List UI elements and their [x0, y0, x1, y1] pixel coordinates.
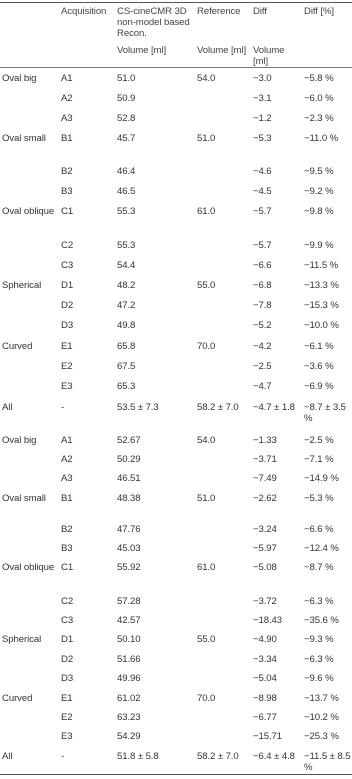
row-diff-percent: −9.2 %: [304, 186, 334, 197]
row-recon-volume: 54.29: [117, 731, 141, 742]
row-diff-volume: −5.2: [253, 320, 272, 331]
row-group-label: Oval small: [2, 133, 46, 144]
row-diff-volume: −1.33: [253, 435, 277, 446]
row-reference-volume: 58.2 ± 7.0: [197, 751, 239, 762]
row-diff-percent: −2.3 %: [304, 113, 334, 124]
row-group-label: Oval oblique: [2, 206, 55, 217]
header-reference: Reference: [197, 6, 241, 17]
row-recon-volume: 49.8: [117, 320, 136, 331]
row-diff-volume: −4.6: [253, 166, 272, 177]
row-recon-volume: 46.4: [117, 166, 136, 177]
row-recon-volume: 51.0: [117, 73, 136, 84]
row-recon-volume: 63.23: [117, 712, 141, 723]
row-diff-volume: −3.71: [253, 454, 277, 465]
row-diff-volume: −3.1: [253, 93, 272, 104]
row-recon-volume: 46.5: [117, 186, 136, 197]
row-acquisition: A2: [61, 454, 73, 465]
row-recon-volume: 55.3: [117, 240, 136, 251]
row-recon-volume: 42.57: [117, 615, 141, 626]
row-diff-percent: −13.3 %: [304, 280, 339, 291]
row-diff-percent: −6.3 %: [304, 596, 334, 607]
row-acquisition: B2: [61, 524, 73, 535]
header-unit-method: Volume [ml]: [117, 45, 167, 56]
row-reference-volume: 70.0: [197, 693, 216, 704]
row-acquisition: C2: [61, 596, 74, 607]
row-recon-volume: 50.9: [117, 93, 136, 104]
row-reference-volume: 51.0: [197, 493, 216, 504]
row-diff-volume: −7.8: [253, 300, 272, 311]
row-acquisition: C1: [61, 562, 74, 573]
row-diff-percent: −6.6 %: [304, 524, 334, 535]
row-acquisition: E1: [61, 341, 73, 352]
row-diff-volume: −5.3: [253, 133, 272, 144]
row-diff-percent: −10.0 %: [304, 320, 339, 331]
row-diff-volume: −4.5: [253, 186, 272, 197]
row-diff-percent: −13.7 %: [304, 693, 339, 704]
row-acquisition: D1: [61, 280, 74, 291]
row-diff-volume: −5.97: [253, 543, 277, 554]
header-diff: Diff: [253, 6, 267, 17]
row-reference-volume: 61.0: [197, 562, 216, 573]
row-diff-percent: −25.3 %: [304, 731, 339, 742]
row-acquisition: A1: [61, 73, 73, 84]
row-diff-percent: −14.9 %: [304, 473, 339, 484]
row-diff-volume: −7.49: [253, 473, 277, 484]
row-diff-volume: −6.4 ± 4.8: [253, 751, 295, 762]
row-diff-percent: −6.0 %: [304, 93, 334, 104]
row-reference-volume: 54.0: [197, 435, 216, 446]
row-diff-volume: −4.2: [253, 341, 272, 352]
row-diff-percent: −15.3 %: [304, 300, 339, 311]
row-diff-percent: −11.5 %: [304, 260, 339, 271]
row-diff-volume: −15.71: [253, 731, 283, 742]
row-diff-percent: −9.5 %: [304, 166, 334, 177]
row-diff-volume: −6.77: [253, 712, 277, 723]
row-group-label: Oval big: [2, 435, 37, 446]
row-diff-percent: −8.7 %: [304, 562, 334, 573]
header-rule: [0, 67, 352, 68]
row-reference-volume: 58.2 ± 7.0: [197, 402, 239, 413]
header-unit-reference: Volume [ml]: [197, 45, 247, 56]
header-method: CS-cineCMR 3D non-model based Recon.: [117, 6, 190, 39]
row-diff-percent: −5.8 %: [304, 73, 334, 84]
row-diff-volume: −5.08: [253, 562, 277, 573]
row-reference-volume: 70.0: [197, 341, 216, 352]
header-acquisition: Acquisition: [61, 6, 107, 17]
row-recon-volume: 51.8 ± 5.8: [117, 751, 159, 762]
row-acquisition: -: [61, 402, 65, 413]
row-diff-volume: −2.62: [253, 493, 277, 504]
row-diff-volume: −5.7: [253, 240, 272, 251]
row-group-label: All: [2, 402, 13, 413]
row-reference-volume: 54.0: [197, 73, 216, 84]
row-acquisition: E3: [61, 731, 73, 742]
row-recon-volume: 49.96: [117, 673, 141, 684]
row-diff-volume: −8.98: [253, 693, 277, 704]
row-group-label: Oval oblique: [2, 562, 55, 573]
row-diff-volume: −1.2: [253, 113, 272, 124]
row-diff-volume: −3.24: [253, 524, 277, 535]
row-diff-volume: −4.90: [253, 634, 277, 645]
row-recon-volume: 55.92: [117, 562, 141, 573]
row-group-label: Spherical: [2, 280, 42, 291]
row-acquisition: A3: [61, 113, 73, 124]
header-unit-diff: Volume [ml]: [253, 45, 285, 67]
row-recon-volume: 55.3: [117, 206, 136, 217]
row-diff-percent: −11.5 ± 8.5 %: [304, 751, 351, 773]
row-acquisition: D3: [61, 320, 74, 331]
row-diff-percent: −9.3 %: [304, 634, 334, 645]
row-acquisition: -: [61, 751, 65, 762]
row-recon-volume: 45.03: [117, 543, 141, 554]
row-acquisition: A3: [61, 473, 73, 484]
row-acquisition: E3: [61, 381, 73, 392]
table-bottom-rule: [0, 774, 352, 775]
row-recon-volume: 65.3: [117, 381, 136, 392]
row-group-label: Oval big: [2, 73, 37, 84]
row-group-label: Oval small: [2, 493, 46, 504]
row-diff-percent: −35.6 %: [304, 615, 339, 626]
row-recon-volume: 52.67: [117, 435, 141, 446]
row-recon-volume: 48.2: [117, 280, 136, 291]
row-diff-volume: −4.7: [253, 381, 272, 392]
row-acquisition: E2: [61, 361, 73, 372]
row-recon-volume: 52.8: [117, 113, 136, 124]
row-reference-volume: 61.0: [197, 206, 216, 217]
row-recon-volume: 45.7: [117, 133, 136, 144]
row-acquisition: A2: [61, 93, 73, 104]
table-top-rule: [0, 2, 352, 3]
row-group-label: Curved: [2, 341, 33, 352]
row-acquisition: D1: [61, 634, 74, 645]
row-acquisition: E1: [61, 693, 73, 704]
row-diff-percent: −3.6 %: [304, 361, 334, 372]
row-diff-volume: −4.7 ± 1.8: [253, 402, 295, 413]
row-recon-volume: 51.66: [117, 654, 141, 665]
row-diff-percent: −10.2 %: [304, 712, 339, 723]
row-diff-volume: −18.43: [253, 615, 283, 626]
row-recon-volume: 46.51: [117, 473, 141, 484]
row-acquisition: C3: [61, 260, 74, 271]
row-reference-volume: 55.0: [197, 280, 216, 291]
row-diff-percent: −8.7 ± 3.5 %: [304, 402, 346, 424]
row-diff-percent: −6.3 %: [304, 654, 334, 665]
row-diff-volume: −3.34: [253, 654, 277, 665]
row-acquisition: C1: [61, 206, 74, 217]
row-diff-percent: −2.5 %: [304, 435, 334, 446]
row-diff-volume: −3.72: [253, 596, 277, 607]
row-diff-percent: −9.9 %: [304, 240, 334, 251]
row-acquisition: C3: [61, 615, 74, 626]
row-diff-percent: −6.9 %: [304, 381, 334, 392]
row-recon-volume: 50.29: [117, 454, 141, 465]
row-group-label: All: [2, 751, 13, 762]
row-recon-volume: 47.76: [117, 524, 141, 535]
row-acquisition: A1: [61, 435, 73, 446]
row-recon-volume: 53.5 ± 7.3: [117, 402, 159, 413]
row-recon-volume: 47.2: [117, 300, 136, 311]
row-acquisition: E2: [61, 712, 73, 723]
row-acquisition: C2: [61, 240, 74, 251]
row-acquisition: B1: [61, 133, 73, 144]
row-diff-volume: −3.0: [253, 73, 272, 84]
row-recon-volume: 48.38: [117, 493, 141, 504]
row-diff-percent: −12.4 %: [304, 543, 339, 554]
row-diff-volume: −5.04: [253, 673, 277, 684]
row-diff-percent: −9.8 %: [304, 206, 334, 217]
row-diff-volume: −5.7: [253, 206, 272, 217]
row-recon-volume: 65.8: [117, 341, 136, 352]
row-recon-volume: 54.4: [117, 260, 136, 271]
row-diff-percent: −7.1 %: [304, 454, 334, 465]
row-recon-volume: 57.28: [117, 596, 141, 607]
row-group-label: Curved: [2, 693, 33, 704]
row-recon-volume: 61.02: [117, 693, 141, 704]
row-acquisition: B3: [61, 543, 73, 554]
row-recon-volume: 50.10: [117, 634, 141, 645]
row-reference-volume: 51.0: [197, 133, 216, 144]
row-diff-volume: −2.5: [253, 361, 272, 372]
row-diff-volume: −6.6: [253, 260, 272, 271]
row-acquisition: D3: [61, 673, 74, 684]
row-acquisition: D2: [61, 300, 74, 311]
row-diff-percent: −11.0 %: [304, 133, 339, 144]
row-acquisition: D2: [61, 654, 74, 665]
row-diff-percent: −9.6 %: [304, 673, 334, 684]
row-diff-volume: −6.8: [253, 280, 272, 291]
row-diff-percent: −6.1 %: [304, 341, 334, 352]
row-acquisition: B3: [61, 186, 73, 197]
row-acquisition: B2: [61, 166, 73, 177]
header-diff-percent: Diff [%]: [304, 6, 334, 17]
row-reference-volume: 55.0: [197, 634, 216, 645]
row-recon-volume: 67.5: [117, 361, 136, 372]
row-group-label: Spherical: [2, 634, 42, 645]
row-diff-percent: −5.3 %: [304, 493, 334, 504]
row-acquisition: B1: [61, 493, 73, 504]
